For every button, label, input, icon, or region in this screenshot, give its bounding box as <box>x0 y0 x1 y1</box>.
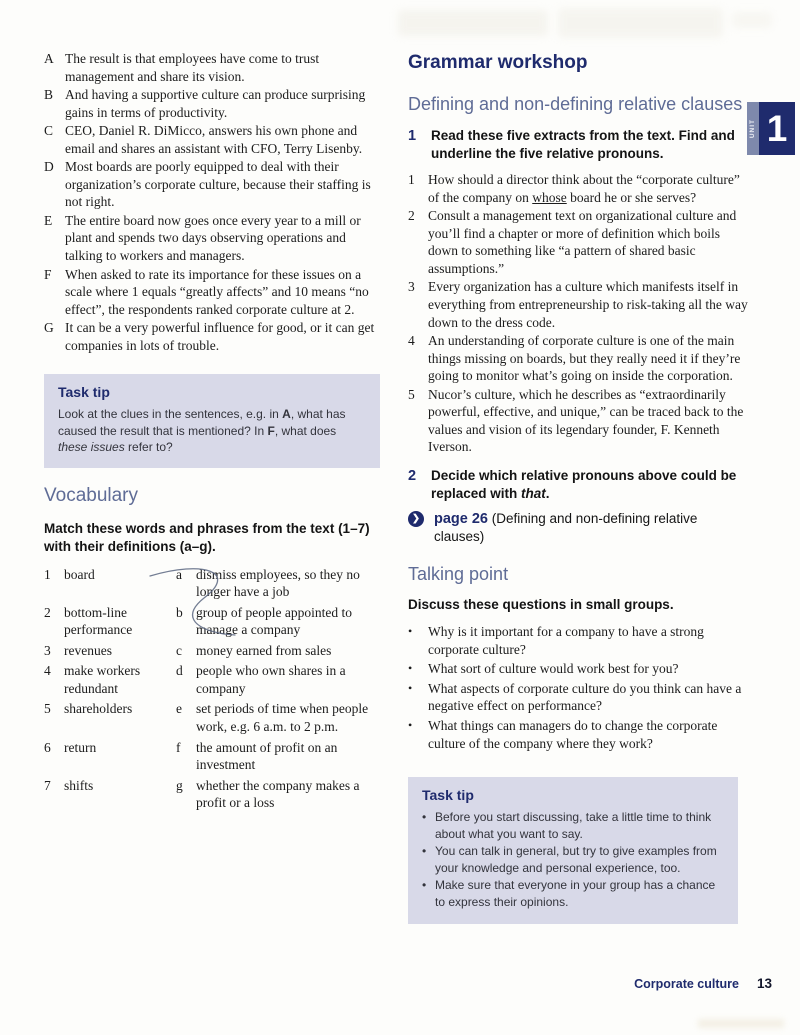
right-column <box>408 52 750 924</box>
list-item <box>44 158 382 211</box>
bullet-icon: • <box>408 624 413 639</box>
extract-number: 5 <box>408 386 415 402</box>
option-text: Most boards are poorly equipped to deal with their organization’s corporate culture, because their staffing is not right. <box>65 159 371 210</box>
definition-letter: e <box>176 701 182 717</box>
bullet-icon: • <box>422 844 427 859</box>
task-tip-title: Task tip <box>58 384 110 400</box>
list-item <box>44 50 382 85</box>
bullet-icon: • <box>422 878 427 893</box>
definition-text[interactable]: dismiss employees, so they no longer have a job <box>196 566 360 600</box>
print-bleed-artifact <box>732 12 772 28</box>
page-footer <box>560 976 772 992</box>
definition-text[interactable]: group of people appointed to manage a company <box>196 604 352 638</box>
option-letter: G <box>44 320 54 336</box>
task-tip-title: Task tip <box>422 787 474 804</box>
task-tip-bullet <box>422 809 724 842</box>
extract-item <box>408 386 750 456</box>
extract-text <box>428 386 750 456</box>
definition-text[interactable]: people who own shares in a company <box>196 663 346 696</box>
task-tip-box <box>408 777 738 923</box>
definition-text[interactable]: money earned from sales <box>196 642 332 658</box>
exercise-1 <box>408 127 750 163</box>
sentence-options-list <box>44 50 382 354</box>
text-segment: that <box>521 485 546 501</box>
vocabulary-section <box>44 484 384 815</box>
matching-row <box>44 604 384 639</box>
text-segment: , what has caused the result that is mentioned? In <box>58 407 346 438</box>
extract-number: 2 <box>408 208 415 224</box>
footer-page-number: 13 <box>756 976 772 991</box>
matching-row <box>44 700 384 735</box>
option-text: And having a supportive culture can produce surprising gains in terms of productivity. <box>65 87 366 120</box>
discussion-question <box>408 623 750 658</box>
scan-smudge-artifact <box>698 1019 784 1028</box>
text-segment: these issues <box>58 440 125 455</box>
tip-text: Before you start discussing, take a little time to think about what you want to say. <box>435 810 712 841</box>
task-tip-body <box>58 406 366 456</box>
text-segment: F <box>267 423 275 438</box>
option-text: CEO, Daniel R. DiMicco, answers his own phone and email and shares an assistant with CFO, Terry Lisenby. <box>65 123 363 156</box>
list-item <box>44 319 382 354</box>
exercise-2 <box>408 467 750 503</box>
option-text: The entire board now goes once every year to a mill or plant and spends two days observing operations and talking to workers and managers. <box>65 212 361 264</box>
grammar-subheading: Defining and non-defining relative clauses <box>408 93 743 114</box>
text-segment: An understanding of corporate culture is one of the main things missing on boards, but they really need it if they’re going to monitor what’s going on inside the corporation. <box>428 333 741 384</box>
term-number: 5 <box>44 701 51 717</box>
discussion-questions-list <box>408 623 750 752</box>
text-segment: Consult a management text on organizational culture and you’ll find a chapter or more of definition which boils down to something like “a pattern of shared basic assumptions.” <box>428 208 737 276</box>
exercise-number: 1 <box>408 128 417 145</box>
list-item <box>44 212 382 265</box>
bullet-icon: • <box>408 717 413 732</box>
definition-letter: b <box>176 604 183 620</box>
extract-text <box>428 207 750 277</box>
unit-number: 1 <box>759 102 795 155</box>
term-text[interactable]: bottom-line performance <box>64 604 133 638</box>
vocabulary-instruction: Match these words and phrases from the text (1–7) with their definitions (a–g). <box>44 520 370 554</box>
text-segment: Look at the clues in the sentences, e.g. in <box>58 407 283 422</box>
option-letter: F <box>44 266 52 282</box>
option-letter: C <box>44 123 54 139</box>
term-number: 6 <box>44 739 51 755</box>
list-item <box>44 122 382 157</box>
tip-text: You can talk in general, but try to give examples from your knowledge and personal experience, too. <box>435 844 717 875</box>
extract-number: 1 <box>408 172 415 188</box>
question-text: What sort of culture would work best for you? <box>428 661 679 677</box>
option-letter: D <box>44 159 54 175</box>
definition-text[interactable]: set periods of time when people work, e.g. 6 a.m. to 2 p.m. <box>196 701 369 735</box>
matching-row <box>44 777 384 812</box>
extract-item <box>408 332 750 385</box>
term-text[interactable]: make workers redundant <box>64 663 141 696</box>
bullet-icon: • <box>422 810 427 825</box>
talking-point-heading: Talking point <box>408 563 509 584</box>
definition-letter: f <box>176 739 181 755</box>
definition-letter: g <box>176 777 183 793</box>
extract-number: 3 <box>408 279 415 295</box>
term-text[interactable]: revenues <box>64 642 112 658</box>
print-bleed-artifact <box>398 10 548 36</box>
exercise-instruction <box>431 467 750 503</box>
term-number: 1 <box>44 566 51 582</box>
text-segment: refer to? <box>124 440 173 455</box>
exercise-number: 2 <box>408 467 417 484</box>
text-segment: board he or she serves? <box>566 189 697 205</box>
matching-row <box>44 662 384 697</box>
text-segment: How should a director think about the “corporate culture” of the company on <box>428 172 740 205</box>
talking-point-instruction: Discuss these questions in small groups. <box>408 597 674 613</box>
print-bleed-artifact <box>558 8 723 38</box>
task-tip-bullet <box>422 877 724 910</box>
extract-text <box>428 171 750 206</box>
bullet-icon: • <box>408 661 413 676</box>
definition-letter: a <box>176 566 182 582</box>
section-heading: Vocabulary <box>44 485 139 506</box>
extracts-list <box>408 171 750 456</box>
discussion-question <box>408 660 750 678</box>
list-item <box>44 86 382 121</box>
term-text[interactable]: shareholders <box>64 701 133 717</box>
extract-item <box>408 171 750 206</box>
arrow-circle-icon: ❯ <box>408 511 424 527</box>
matching-row <box>44 642 384 660</box>
question-text: What aspects of corporate culture do you think can have a negative effect on performance? <box>428 680 742 714</box>
term-number: 7 <box>44 777 51 793</box>
tip-text: Make sure that everyone in your group has a chance to express their opinions. <box>435 878 716 909</box>
text-segment: . <box>545 485 550 501</box>
left-column <box>44 50 382 355</box>
grammar-workshop-heading: Grammar workshop <box>408 52 588 73</box>
term-text[interactable]: return <box>64 739 97 755</box>
list-item <box>44 266 382 319</box>
discussion-question <box>408 717 750 752</box>
footer-section-title: Corporate culture <box>634 977 739 991</box>
term-number: 4 <box>44 663 51 679</box>
definition-letter: c <box>176 642 182 658</box>
matching-row <box>44 566 384 601</box>
question-text: Why is it important for a company to have a strong corporate culture? <box>428 624 704 657</box>
page-reference-link[interactable]: page 26 <box>434 510 488 527</box>
text-segment: Decide which relative pronouns above could be replaced with <box>431 467 737 501</box>
text-segment: A <box>282 407 291 422</box>
option-text: When asked to rate its importance for these issues on a scale where 1 equals “greatly affects” and 10 means “no effect”, the respondents ranked corporate culture at 2. <box>65 266 369 317</box>
matching-exercise <box>44 566 384 812</box>
bullet-icon: • <box>408 680 413 695</box>
extract-item <box>408 278 750 331</box>
term-number: 3 <box>44 642 51 658</box>
task-tip-box <box>44 374 380 468</box>
extract-text <box>428 332 750 385</box>
extract-text <box>428 278 750 331</box>
page-reference <box>408 510 750 546</box>
definition-text[interactable]: the amount of profit on an investment <box>196 739 338 773</box>
task-tip-bullet <box>422 843 724 876</box>
term-text[interactable]: shifts <box>64 777 94 793</box>
unit-label: UNIT <box>747 102 759 155</box>
term-number: 2 <box>44 604 51 620</box>
page-reference-description: (Defining and non-defining relative clauses) <box>434 510 698 544</box>
option-letter: B <box>44 87 54 103</box>
option-text: It can be a very powerful influence for good, or it can get companies in lots of trouble. <box>65 320 375 353</box>
extract-number: 4 <box>408 333 415 349</box>
matching-row <box>44 739 384 774</box>
extract-item <box>408 207 750 277</box>
question-text: What things can managers do to change the corporate culture of the company where they work? <box>428 717 718 751</box>
discussion-question <box>408 680 750 715</box>
text-segment: Nucor’s culture, which he describes as “extraordinarily powerful, effective, and unique,” can be traced back to the values and vision of its legendary founder, F. Kenneth Iverson. <box>428 386 744 455</box>
definition-text[interactable]: whether the company makes a profit or a loss <box>196 777 360 811</box>
exercise-instruction: Read these five extracts from the text. Find and underline the five relative pronouns. <box>431 128 735 162</box>
term-text[interactable]: board <box>64 566 95 582</box>
definition-letter: d <box>176 663 183 679</box>
option-letter: A <box>44 51 54 66</box>
text-segment: Every organization has a culture which manifests itself in everything from entrepreneurship to risk-taking all the way down to the dress code. <box>428 279 748 330</box>
unit-badge <box>747 102 795 155</box>
option-text: The result is that employees have come to trust management and share its vision. <box>65 51 320 84</box>
option-letter: E <box>44 212 53 228</box>
text-segment: whose <box>532 189 567 205</box>
text-segment: , what does <box>274 423 337 438</box>
